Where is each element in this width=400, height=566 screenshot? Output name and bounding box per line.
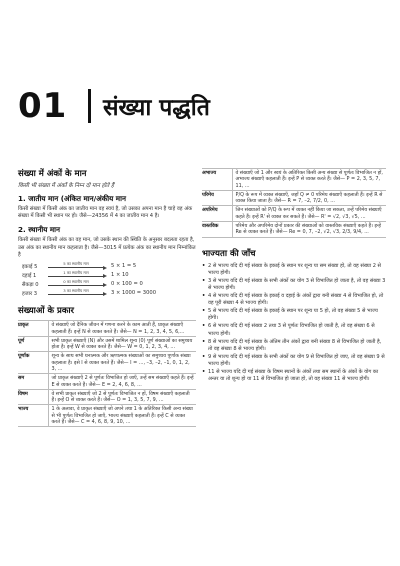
left-column xyxy=(18,168,196,427)
type-definition: P/Q के रूप में व्यक्त संख्याएँ, जहाँ Q ≠ 0 परिमेय संख्याएँ कहलाती हैं। इन्हें R से व्यक्त किया जाता है। जैसे— R = 7, –2, 7/2, 0, ... xyxy=(232,190,386,206)
local-value-text: किसी संख्या में किसी अंक का वह मान, जो उसके स्थान की स्थिति के अनुसार बदलता रहता है, उस अंक का स्थानीय मान कहलाता है। जैसे—3015 में प्रत्येक अंक का स्थानीय मान निम्नांकित है xyxy=(18,237,196,258)
list-item-text: 8 से भाज्य यदि दी गई संख्या के अंतिम तीन अंकों द्वारा बनी संख्या 8 से विभाजित हो जाती है, तो वह संख्या 8 से भाज्य होगी। xyxy=(208,338,382,352)
arrow-label: 0 का स्थानीय मान xyxy=(63,279,89,284)
table-row xyxy=(202,222,386,238)
type-term: वास्तविक xyxy=(202,222,232,238)
list-item-text: 11 से भाज्य यदि दी गई संख्या के विषम स्थानों के अंकों तथा सम स्थानों के अंकों के योग का अन्तर या तो शून्य हो या 11 से विभाजित हो जाता हो, तो वह संख्या 11 से भाज्य होगी। xyxy=(208,369,379,383)
chapter-header xyxy=(18,86,382,126)
type-definition: शून्य के साथ सभी धनात्मक और ऋणात्मक संख्याओं का समुच्चय पूर्णांक संख्या कहलाता है। इसे I से व्यक्त करते हैं। जैसे— I = ..., –3, –2, –1, 0, 1, 2, 3, ... xyxy=(48,352,196,374)
type-definition: वे संख्याएँ जो दैनिक जीवन में गणना करने के काम आती हैं, प्राकृत संख्याएँ कहलाती हैं। इन्हें N से व्यक्त करते हैं। जैसे— N = 1, 2, 3, 4, 5, 6,... xyxy=(48,321,196,337)
table-row xyxy=(18,405,196,427)
type-definition: वे संख्याएँ जो 1 और स्वयं के अतिरिक्त किसी अन्य संख्या से पूर्णतः विभाजित न हों, अभाज्य संख्याएँ कहलाती हैं। इन्हें P से व्यक्त करते हैं। जैसे— P = 2, 3, 5, 7, 11, ... xyxy=(232,169,386,191)
list-item xyxy=(202,278,386,292)
arrow-icon xyxy=(48,262,108,270)
arrow-icon xyxy=(48,280,108,288)
arrow-label: 3 का स्थानीय मान xyxy=(63,287,89,293)
list-item-text: 4 से भाज्य यदि दी गई संख्या के इकाई व दहाई के अंकों द्वारा बनी संख्या 4 से विभाजित हो, तो वह पूरी संख्या 4 से भाज्य होगी। xyxy=(208,293,384,307)
list-item xyxy=(202,323,386,337)
place-row xyxy=(22,288,196,297)
place-label: इकाई 5 xyxy=(22,264,38,271)
type-definition: जिन संख्याओं को P/Q के रूप में व्यक्त नहीं किया जा सकता, उन्हें परिमेय संख्याएँ कहते हैं। इन्हें R' से व्यक्त कर सकते हैं। जैसे— R' = √2, √3, √5, ... xyxy=(232,206,386,222)
place-label: सैकड़ा 0 xyxy=(22,282,39,288)
local-value-heading: 2. स्थानीय मान xyxy=(18,225,61,235)
table-row xyxy=(18,352,196,374)
type-term: पूर्णांक xyxy=(18,352,48,374)
bullet-icon: • xyxy=(202,293,206,300)
type-term: पूर्ण xyxy=(18,336,48,352)
list-item-text: 9 से भाज्य यदि दी गई संख्या के सभी अंकों का योग 9 से विभाजित हो जाए, तो वह संख्या 9 से भाज्य होगी। xyxy=(208,353,385,368)
type-definition: जो प्राकृत संख्याएँ 2 से पूर्णतः विभाजित हो जाएँ, उन्हें सम संख्याएँ कहते हैं। इन्हें E से व्यक्त करते हैं। जैसे— E = 2, 4, 6, 8, ... xyxy=(48,374,196,390)
bullet-icon: • xyxy=(202,323,206,330)
table-row xyxy=(18,389,196,405)
bullet-icon: • xyxy=(202,308,206,315)
type-term: प्राकृत xyxy=(18,321,48,337)
arrow-label: 5 का स्थानीय मान xyxy=(63,261,89,267)
bullet-icon: • xyxy=(202,262,206,269)
place-result: 0 × 100 = 0 xyxy=(111,281,143,287)
chapter-divider xyxy=(88,89,91,123)
type-term: विषम xyxy=(18,389,48,405)
number-types-table xyxy=(18,320,196,427)
bullet-icon: • xyxy=(202,277,206,284)
type-definition: 1 के अलावा, वे प्राकृत संख्याएँ जो अपने तथा 1 के अतिरिक्त किसी अन्य संख्या से भी पूर्णतः विभाजित हो जाएँ, भाज्य संख्याएँ कहलाती हैं। इन्हें C से व्यक्त करते हैं। जैसे— C = 4, 6, 8, 9, 10, ... xyxy=(48,405,196,427)
chapter-title: संख्या पद्धति xyxy=(103,95,210,121)
place-result: 5 × 1 = 5 xyxy=(111,263,137,270)
type-term: सम xyxy=(18,374,48,390)
bullet-icon: • xyxy=(202,338,206,345)
bullet-icon: • xyxy=(202,369,206,376)
right-column xyxy=(202,168,386,384)
face-value-text: किसी संख्या में किसी अंक का जातीय मान वह स्वयं है, जो उसका अपना मान है चाहे वह अंक संख्या में किसी भी स्थान पर हो। जैसे—24356 में 4 का जातीय मान 4 है। xyxy=(18,206,193,220)
divisibility-title: भाज्यता की जाँच xyxy=(202,248,256,259)
arrow-icon xyxy=(48,289,108,297)
type-term: परिमेय xyxy=(202,190,232,206)
type-definition: सभी प्राकृत संख्याएँ (N) और उसमें शामिल शून्य (0) पूर्ण संख्याओं का समुच्चय होता है। इन्हें W से व्यक्त करते हैं। जैसे— W = 0, 1, 2, 3, 4, ... xyxy=(48,336,196,352)
type-term: अभाज्य xyxy=(202,169,232,191)
list-item xyxy=(202,293,386,307)
table-row xyxy=(202,206,386,222)
type-term: भाज्य xyxy=(18,405,48,427)
table-row xyxy=(18,374,196,390)
face-value-heading: 1. जातीय मान (अंकित मान/अंकीय मान xyxy=(18,194,126,203)
list-item-text: 3 से भाज्य यदि दी गई संख्या के सभी अंकों का योग 3 से विभाजित हो जाता है, तो वह संख्या 3 से भाज्य होगी। xyxy=(208,277,386,292)
type-definition: वे सभी प्राकृत संख्याएँ जो 2 से पूर्णतः विभाजित न हों, विषम संख्याएँ कहलाती हैं। इन्हें O से व्यक्त करते हैं। जैसे— O = 1, 3, 5, 7, 9, ... xyxy=(48,389,196,405)
list-item xyxy=(202,308,386,322)
place-result: 1 × 10 xyxy=(111,272,129,279)
divisibility-list xyxy=(202,263,386,384)
place-label: हजार 3 xyxy=(22,290,38,297)
number-types-table-continued xyxy=(202,168,386,238)
table-row xyxy=(18,321,196,337)
type-term: अपरिमेय xyxy=(202,206,232,222)
arrow-label: 1 का स्थानीय मान xyxy=(63,270,89,276)
list-item-text: 5 से भाज्य यदि दी गई संख्या के इकाई के स्थान पर शून्य या 5 हो, तो वह संख्या 5 से भाज्य होगी। xyxy=(208,308,378,322)
list-item-text: 2 से भाज्य यदि दी गई संख्या के इकाई के स्थान पर शून्य या सम संख्या हो, तो वह संख्या 2 से भाज्य होगी। xyxy=(208,262,382,276)
list-item xyxy=(202,339,386,353)
bullet-icon: • xyxy=(202,353,206,360)
place-label: दहाई 1 xyxy=(22,273,37,280)
chapter-number: 01 xyxy=(18,86,68,126)
list-item xyxy=(202,354,386,368)
table-row xyxy=(18,336,196,352)
arrow-icon xyxy=(48,271,108,279)
place-result: 3 × 1000 = 3000 xyxy=(111,289,156,296)
place-value-diagram xyxy=(18,262,196,297)
list-item-text: 6 से भाज्य यदि दी गई संख्या 2 तथा 3 से पूर्णतः विभाजित हो जाती है, तो वह संख्या 6 से भाज्य होगी। xyxy=(208,323,375,337)
type-definition: परिमेय और अपरिमेय दोनों प्रकार की संख्याओं को वास्तविक संख्याएँ कहते हैं। इन्हें Re से व्यक्त करते हैं। जैसे— Re = 0, 7, –2, √2, √3, 2/3, 9/4, ... xyxy=(232,222,386,238)
table-row xyxy=(202,190,386,206)
list-item xyxy=(202,369,386,383)
number-types-title: संख्याओं के प्रकार xyxy=(18,306,75,317)
list-item xyxy=(202,263,386,277)
table-row xyxy=(202,169,386,191)
place-value-title: संख्या में अंकों के मान xyxy=(18,169,87,179)
place-value-subtitle: किसी भी संख्या में अंकों के निम्न दो मान होते हैं xyxy=(18,183,114,189)
